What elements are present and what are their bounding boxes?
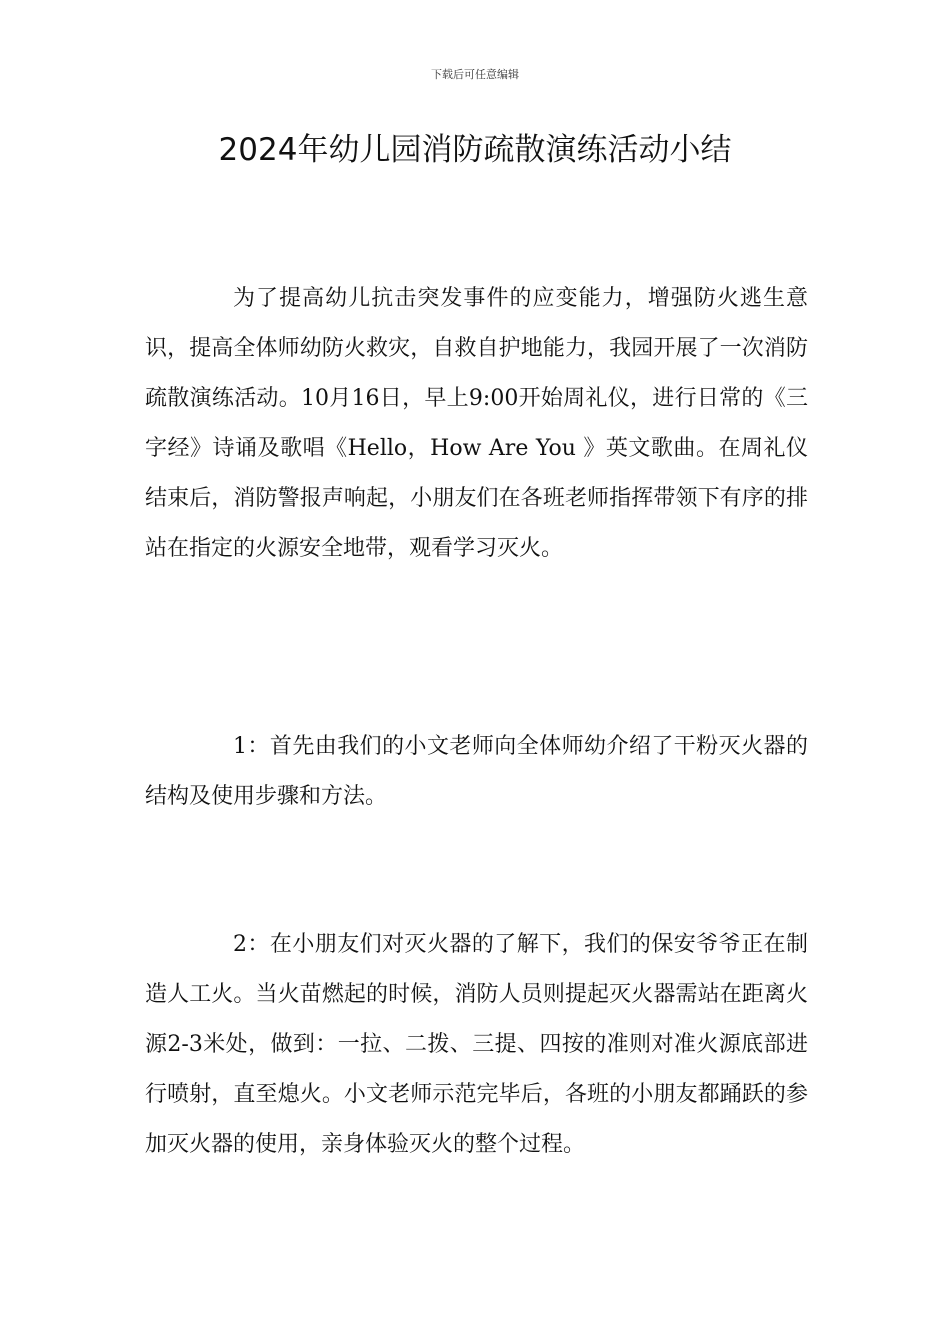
- paragraph-step-1: 1：首先由我们的小文老师向全体师幼介绍了干粉灭火器的结构及使用步骤和方法。: [145, 734, 808, 809]
- paragraph-step-2: 2：在小朋友们对灭火器的了解下，我们的保安爷爷正在制造人工火。当火苗燃起的时候，消防人员则提起灭火器需站在距离火源2-3米处，做到：一拉、二拨、三提、四按的准则对准火源底部进行喷射，直至熄火。小文老师示范完毕后，各班的小朋友都踊跃的参加灭火器的使用，亲身体验灭火的整个过程。: [145, 932, 808, 1157]
- paragraph-intro: 为了提高幼儿抗击突发事件的应变能力，增强防火逃生意识，提高全体师幼防火救灾，自救自护地能力，我园开展了一次消防疏散演练活动。10月16日，早上9:00开始周礼仪，进行日常的《三字经》诗诵及歌唱《Hello，How Are You 》英文歌曲。在周礼仪结束后，消防警报声响起，小朋友们在各班老师指挥带领下有序的排站在指定的火源安全地带，观看学习灭火。: [145, 286, 808, 561]
- header-note: 下载后可任意编辑: [431, 68, 519, 81]
- document-title: 2024年幼儿园消防疏散演练活动小结: [218, 132, 732, 168]
